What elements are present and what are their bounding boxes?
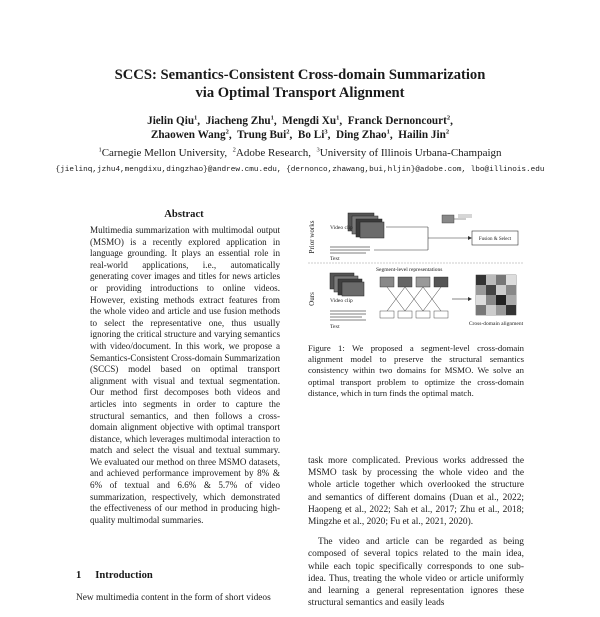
section-number: 1: [76, 570, 82, 581]
figure-1-diagram: [308, 207, 524, 333]
matrix-label: Cross-domain alignment: [468, 321, 524, 327]
title-line-2: via Optimal Transport Alignment: [195, 85, 405, 101]
author-name: Jiacheng Zhu: [205, 115, 271, 127]
author-name: Trung Bui: [237, 129, 287, 141]
prior-video-frames: [348, 213, 384, 238]
paper-title: [0, 66, 600, 102]
affiliation: University of Illinois Urbana-Champaign: [319, 147, 502, 159]
abstract-heading: Abstract: [164, 209, 204, 220]
authors-line-2: Zhaowen Wang$^2$, Trung Bui$^2$, Bo Li$^3$, Ding Zhao$^1$, Hailin Jin$^2$: [150, 128, 450, 141]
author-name: Hailin Jin: [398, 129, 446, 141]
prior-video-label: Video clip: [330, 225, 353, 231]
authors-line-1: Jielin Qiu$^1$, Jiacheng Zhu$^1$, Mengdi Xu$^1$, Franck Dernoncourt$^2$,: [147, 114, 453, 127]
ours-label: Ours: [308, 292, 316, 306]
section-heading-introduction: [76, 570, 153, 581]
ours-video-frames: [330, 273, 364, 296]
segment-representations: [380, 277, 448, 318]
author-name: Mengdi Xu: [282, 115, 337, 127]
right-column-text: [308, 455, 524, 617]
author-list: [0, 114, 600, 142]
affiliations: $^1$Carnegie Mellon University, $^2$Adobe Research, $^3$University of Illinois Urbana-Champaign: [98, 146, 502, 159]
author-name: Franck Dernoncourt: [347, 115, 447, 127]
section-title: Introduction: [95, 570, 153, 581]
prior-text-label: Text: [330, 256, 340, 262]
author-emails: {jielinq,jzhu4,mengdixu,dingzhao}@andrew.cmu.edu, {dernonco,zhawang,bui,hljin}@adobe.com, lbo@illinois.edu: [55, 166, 545, 174]
alignment-matrix: [476, 275, 516, 315]
author-name: Bo Li: [297, 129, 325, 141]
author-name: Jielin Qiu: [147, 115, 195, 127]
ours-text-lines: [330, 311, 366, 320]
author-name: Ding Zhao: [335, 129, 387, 141]
title-line-1: SCCS: Semantics-Consistent Cross-domain Summarization: [114, 67, 486, 83]
affiliation: Carnegie Mellon University,: [101, 147, 228, 159]
alignment-lines: [387, 287, 441, 311]
figure-1-caption: Figure 1: We proposed a segment-level cross-domain alignment model to preserve the structural semantics consistency within two domains for MSMO. We solve an optimal transport problem to optimize the cross-domain distance, which in turn finds the optimal match.: [308, 343, 524, 398]
prior-works-label: Prior works: [308, 220, 316, 254]
author-name: Zhaowen Wang: [150, 129, 226, 141]
fusion-label: Fusion & Select: [478, 237, 512, 242]
paragraph: task more complicated. Previous works addressed the MSMO task by processing the whole video and the whole article together which overlooked the structure and semantics of different domains (Duan et al., 2022; Haopeng et al., 2022; Sah et al., 2017; Zhu et al., 2018; Mingzhe et al., 2020; Fu et al., 2021, 2020).: [308, 456, 524, 528]
prior-text-lines: [330, 247, 370, 253]
ours-text-label: Text: [330, 324, 340, 330]
ours-video-label: Video clip: [330, 298, 353, 304]
affiliation: Adobe Research,: [235, 147, 312, 159]
segment-label: Segment-level representations: [376, 267, 443, 273]
abstract-text: Multimedia summarization with multimodal output (MSMO) is a recently explored application in language grounding. It plays an essential role in real-world applications, i.e., automatically generating cover images and titles for news articles or providing introductions to online videos. However, existing methods extract features from the whole video and article and use fusion methods to select the representative one, thus usually ignoring the critical structure and varying semantics with video/document. In this work, we propose a Semantics-Consistent Cross-domain Summarization (SCCS) model based on optimal transport alignment with visual and textual segmentation. Our method first decomposes both videos and articles into segments in order to capture the structural semantics, and then follows a cross-domain alignment objective with optimal transport distance, which leverages multimodal interaction to match and select the visual and textual summary. We evaluated our method on three MSMO datasets, and achieved performance improvement by 8% & 6% of textual and 6.6% & 5.7% of video summarization, respectively, which demonstrated the effectiveness of our method in producing high-quality multimodal summaries.: [90, 225, 280, 525]
figure-1: [308, 207, 524, 333]
intro-text: New multimedia content in the form of short videos: [76, 593, 271, 603]
paragraph: The video and article can be regarded as being composed of several topics related to the main idea, while each topic specifically corresponds to one sub-idea. Thus, treating the whole video or article uniformly and learning a general representation ignores these structural semantics and easily leads: [308, 537, 524, 609]
